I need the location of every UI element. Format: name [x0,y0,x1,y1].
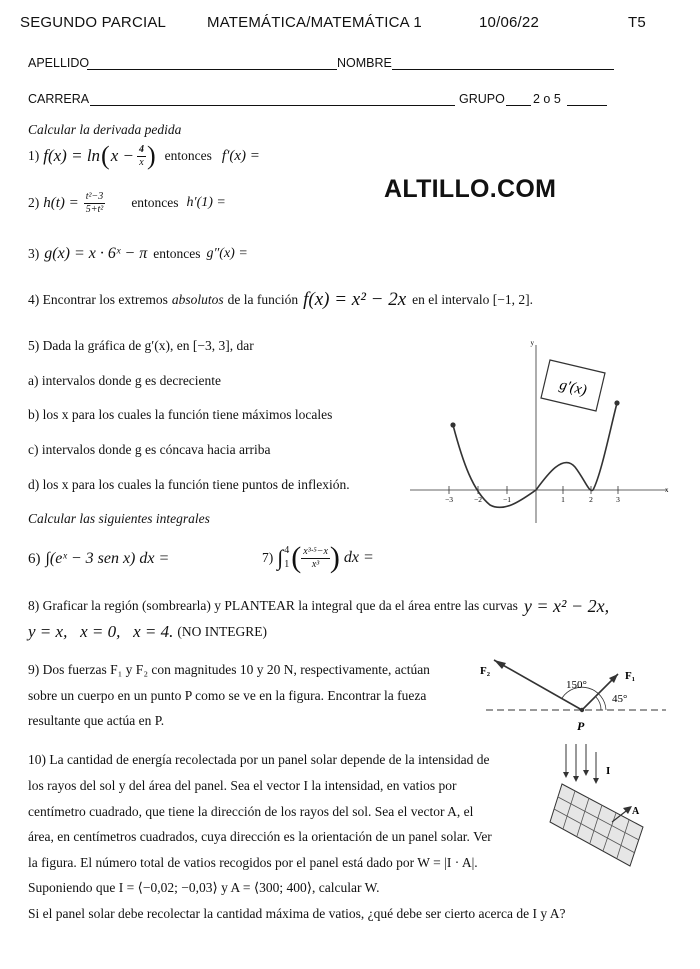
q10-line6: Suponiendo que I = ⟨−0,02; −0,03⟩ y A = ⟨300; 400⟩, calcular W. [28,880,380,895]
y-axis-label: y [530,339,534,347]
q1-function: f(x) = ln [43,146,101,165]
ray-arrow-4 [593,778,599,784]
q7-limits [284,544,289,572]
question-4 [28,288,533,312]
q6-number: 6) [28,550,41,567]
tick-label-neg2: −2 [474,495,482,504]
q2-fraction [84,192,106,215]
question-2 [28,185,226,221]
question-3 [28,243,248,265]
angle-150-label: 150° [566,679,587,691]
q5-item-d: d) los x para los cuales la función tiene puntos de inflexión. [28,477,350,492]
q8-note: (NO INTEGRE) [177,624,267,639]
nombre-label: NOMBRE [337,56,392,70]
angle-arc-45 [596,697,601,710]
apellido-line [87,69,337,70]
q4-post: en el intervalo [−1, 2]. [412,292,533,307]
q5-intro: 5) Dada la gráfica de g′(x), en [−3, 3], dar [28,338,254,353]
tick-label-3: 3 [616,495,620,504]
grupo-value: 2 o 5 [533,92,561,106]
q4-pre: 4) Encontrar los extremos [28,292,168,307]
q10-line5: la figura. El número total de vatios recogidos por el panel está dado por W = |I · A|. [28,855,478,870]
tick-label-neg1: −1 [503,495,511,504]
curve-start-point [450,422,455,427]
q2-frac-num: t²−3 [85,190,104,202]
q6-integral: ∫(eˣ − 3 sen x) dx = [45,550,170,567]
q7-upper-limit: 4 [284,545,290,556]
apellido-label: APELLIDO [28,56,90,70]
q7-fraction [301,547,330,570]
ray-arrow-3 [583,770,589,776]
q3-number: 3) [28,246,40,261]
q1-fraction [137,145,146,168]
carrera-label: CARRERA [28,92,90,106]
exam-date: 10/06/22 [479,14,539,31]
grupo-label: GRUPO [459,92,505,106]
subject-title: MATEMÁTICA/MATEMÁTICA 1 [207,14,422,31]
q9-line1: 9) Dos fuerzas F₁ y F₂ con magnitudes 10 y 20 N, respectivamente, actúan [28,662,430,677]
q7-frac-num: x³·⁵−x [303,545,328,557]
forces-figure [478,652,678,737]
q3-function: g(x) = x · 6ˣ − π [44,245,148,262]
grupo-line-right [567,105,607,106]
tick-label-1: 1 [561,495,565,504]
f2-arrowhead [494,660,506,669]
integrals-heading: Calcular las siguientes integrales [28,511,210,526]
q5-item-c: c) intervalos donde g es cóncava hacia arriba [28,442,271,457]
q1-open-paren: ( [101,141,110,170]
derivatives-heading: Calcular la derivada pedida [28,122,182,137]
q7-number: 7) [262,550,274,565]
q1-number: 1) [28,148,40,163]
f1-label: F₁ [625,670,636,682]
solar-panel [550,784,643,866]
q1-frac-num: 4 [139,143,144,155]
q9-line2: sobre un cuerpo en un punto P como se ve en la figura. Encontrar la fueza [28,688,427,703]
q10-line7: Si el panel solar debe recolectar la cantidad máxima de vatios, ¿qué debe ser cierto acerca de I y A? [28,906,566,921]
ray-arrow-1 [563,772,569,778]
q2-entonces: entonces [131,195,179,210]
q9-line3: resultante que actúa en P. [28,713,165,728]
q5-item-a: a) intervalos donde g es decreciente [28,373,222,388]
q1-entonces: entonces [164,148,212,163]
intensity-label: I [606,765,611,777]
question-6 [28,547,169,571]
question-7: 7) ∫ 4 1 ( $\frac{\text{x³·⁵−x}}{\text{x³}}$ ) dx = [262,541,374,574]
q7-frac-den: x³ [311,558,320,570]
q2-function: h(t) = [43,194,79,211]
q2-frac-den: 5+t² [85,203,104,215]
point-p-label: P [577,719,585,733]
grupo-line-left [506,105,531,106]
q1-x-minus: x − [110,146,134,165]
q3-entonces: entonces [153,246,201,261]
g-prime-graph [405,335,675,525]
tick-label-neg3: −3 [445,495,453,504]
q4-function: f(x) = x² − 2x [303,289,407,310]
ray-arrow-2 [573,776,579,782]
x-axis-label: x [665,486,669,494]
q2-number: 2) [28,195,40,210]
q10-line4: área, en centímetros cuadrados, cuya dirección es la orientación de un panel solar. Ver [28,829,492,844]
q5-item-b: b) los x para los cuales la función tiene máximos locales [28,407,333,422]
q3-derivative: g″(x) = [206,246,248,261]
q1-close-paren: ) [147,141,156,170]
q4-absolutos: absolutos [171,292,224,307]
q8-curve1: y = x² − 2x, [523,595,610,616]
q10-line2: los rayos del sol y del área del panel. Sea el vector I la intensidad, en vatios por [28,778,457,793]
altillo-watermark: ALTILLO.COM [384,175,557,203]
sun-rays [566,744,596,778]
q4-mid: de la función [227,292,299,307]
q7-tail: dx = [343,549,374,566]
curve-label: g′(x) [557,377,589,399]
question-8-line2 [28,621,267,643]
curve-end-point [614,400,619,405]
q8-curves: y = x, x = 0, x = 4. [28,622,174,641]
q2-derivative: h′(1) = [186,195,226,210]
q10-line3: centímetro cuadrado, que tiene la dirección de los rayos del sol. Sea el vector A, el [28,804,474,819]
q1-derivative: f′(x) = [221,147,260,164]
q8-text: 8) Graficar la región (sombrearla) y PLANTEAR la integral que da el área entre las curvas [28,598,518,613]
nombre-line [392,69,614,70]
tick-label-2: 2 [589,495,593,504]
carrera-line [90,105,455,106]
q7-integral-sign: ∫ [277,545,284,570]
q7-lower-limit: 1 [284,559,290,570]
q1-frac-den: x [139,156,144,168]
solar-panel-figure [548,742,658,872]
question-8-line1 [28,595,609,617]
question-1 [28,140,260,172]
g-prime-curve [453,403,617,507]
angle-45-label: 45° [612,693,628,705]
f2-label: F₂ [480,665,491,677]
exam-topic: T5 [628,14,646,31]
point-p [580,708,584,712]
area-label: A [632,806,640,817]
exam-title: SEGUNDO PARCIAL [20,14,167,31]
q10-line1: 10) La cantidad de energía recolectada por un panel solar depende de la intensidad de [28,752,490,767]
